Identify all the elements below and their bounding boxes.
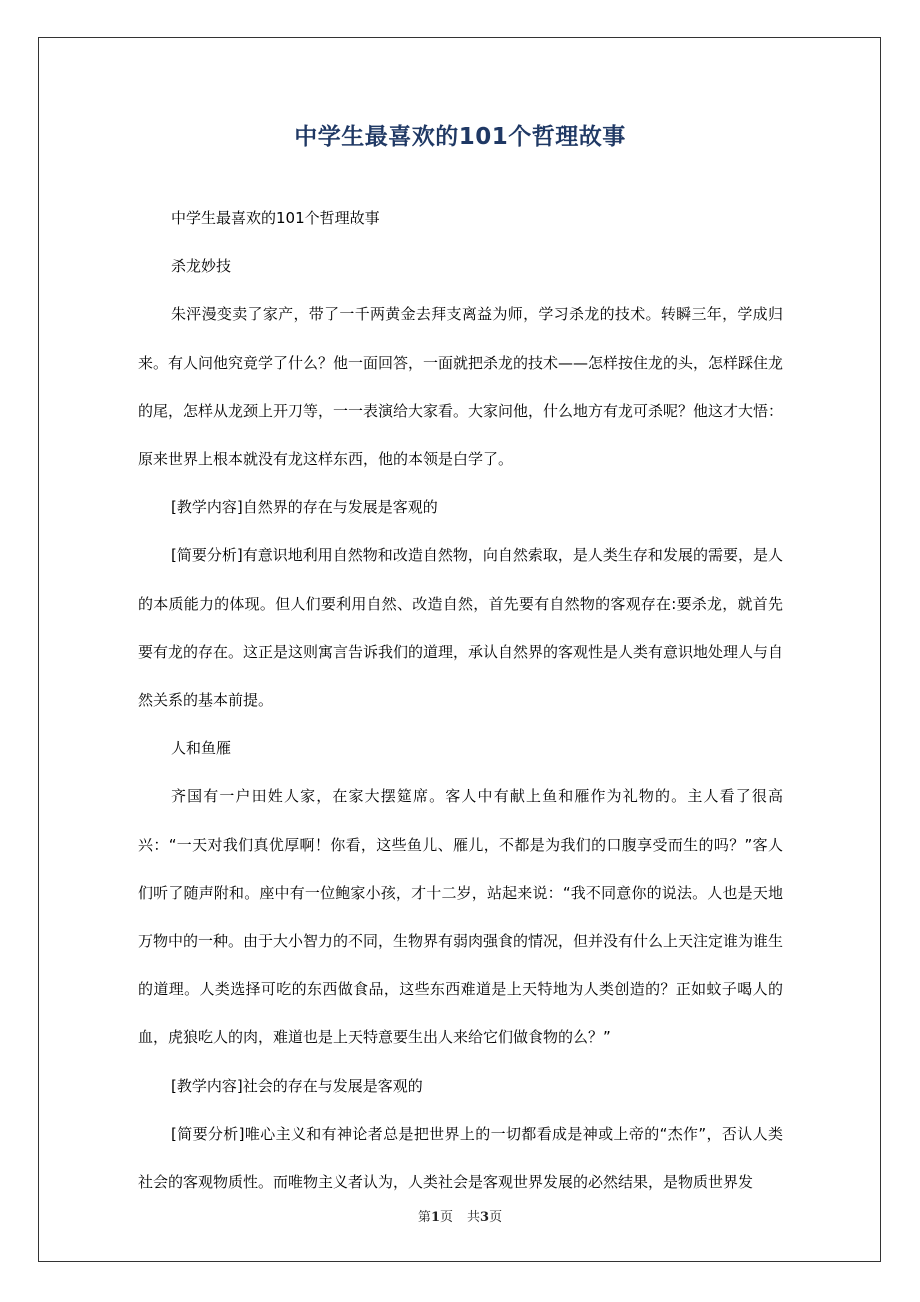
paragraph-heading-story-1: 杀龙妙技: [171, 257, 232, 276]
paragraph-teaching-content-1: [教学内容]自然界的存在与发展是客观的: [171, 498, 438, 517]
document-body: [138, 194, 783, 1206]
footer-page-word: 页: [439, 1210, 453, 1225]
paragraph-analysis-2: [简要分析]唯心主义和有神论者总是把世界上的一切都看成是神或上帝的“杰作”，否认人类社会的客观物质性。而唯物主义者认为，人类社会是客观世界发展的必然结果，是物质世界发: [138, 1124, 783, 1192]
footer-current-page: 1: [430, 1210, 440, 1225]
document-title: 中学生最喜欢的101个哲理故事: [294, 124, 626, 150]
page-footer: [0, 1206, 920, 1225]
footer-prefix: 第: [417, 1210, 431, 1225]
paragraph-subtitle: 中学生最喜欢的101个哲理故事: [171, 209, 380, 227]
paragraph-teaching-content-2: [教学内容]社会的存在与发展是客观的: [171, 1076, 423, 1095]
footer-total-suffix: 页: [489, 1210, 503, 1225]
paragraph-story-2: 齐国有一户田姓人家，在家大摆筵席。客人中有献上鱼和雁作为礼物的。主人看了很高兴：“一天对我们真优厚啊！你看，这些鱼儿、雁儿，不都是为我们的口腹享受而生的吗？”客人们听了随声附和。座中有一位鲍家小孩，才十二岁，站起来说：“我不同意你的说法。人也是天地万物中的一种。由于大小智力的不同，生物界有弱肉强食的情况，但并没有什么上天注定谁为谁生的道理。人类选择可吃的东西做食品，这些东西难道是上天特地为人类创造的？正如蚊子喝人的血，虎狼吃人的肉，难道也是上天特意要生出人来给它们做食物的么？”: [138, 787, 784, 1047]
paragraph-analysis-1: [简要分析]有意识地利用自然物和改造自然物，向自然索取，是人类生存和发展的需要，是人的本质能力的体现。但人们要利用自然、改造自然，首先要有自然物的客观存在:要杀龙，就首先要有龙的存在。这正是这则寓言告诉我们的道理，承认自然界的客观性是人类有意识地处理人与自然关系的基本前提。: [138, 546, 784, 710]
paragraph-heading-story-2: 人和鱼雁: [171, 739, 232, 758]
footer-total-pages: 3: [480, 1210, 490, 1225]
footer-total-prefix: 共: [467, 1210, 481, 1225]
paragraph-story-1: 朱泙漫变卖了家产，带了一千两黄金去拜支离益为师，学习杀龙的技术。转瞬三年，学成归来。有人问他究竟学了什么？他一面回答，一面就把杀龙的技术——怎样按住龙的头，怎样踩住龙的尾，怎样从龙颈上开刀等，一一表演给大家看。大家问他，什么地方有龙可杀呢？他这才大悟：原来世界上根本就没有龙这样东西，他的本领是白学了。: [138, 305, 784, 469]
